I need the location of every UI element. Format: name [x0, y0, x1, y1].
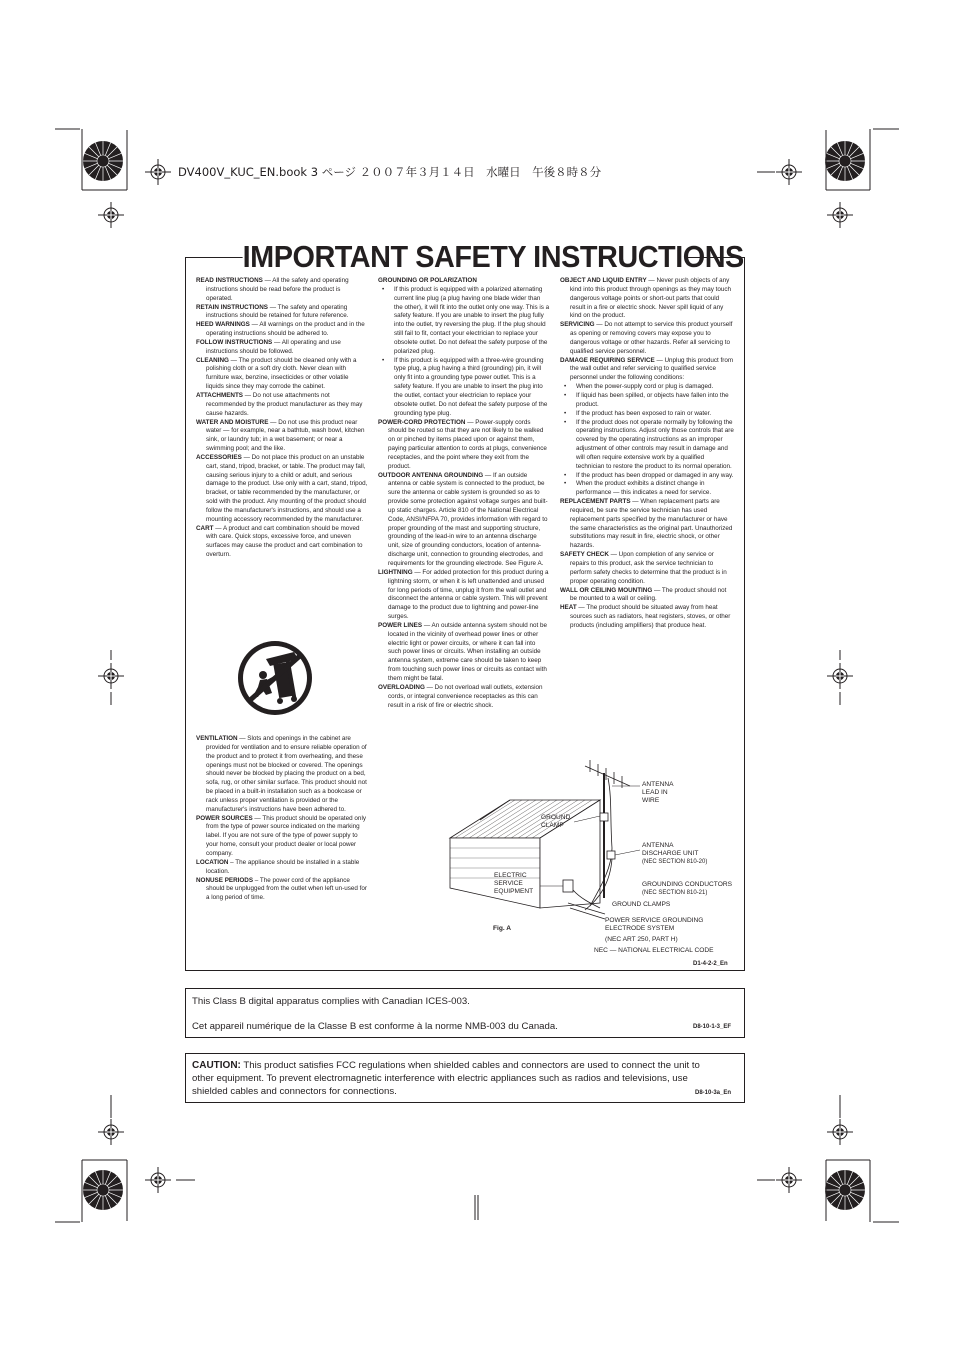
column-1-top [196, 277, 368, 560]
bullet-damage-operation: • If the product does not operate normally by following the operating instructions. Adjust only those controls that are covered by the operating instructions as an improper adjustment of other controls may result in damage and will often require extensive work by a qualified technician to restore the product to its normal operation. [560, 419, 734, 472]
label-nec-note: NEC — NATIONAL ELECTRICAL CODE [594, 947, 714, 954]
entry-damage-requiring-service: DAMAGE REQUIRING SERVICE — Unplug this product from the wall outlet and refer servicing to qualified service personnel under the following conditions: [560, 356, 734, 382]
label-grounding-conductors: GROUNDING CONDUCTORS [642, 881, 732, 888]
entry-servicing: SERVICING — Do not attempt to service this product yourself as opening or removing covers may expose you to dangerous voltage or other hazards. Refer all servicing to qualified service personnel. [560, 321, 733, 355]
entry-lightning: LIGHTNING — For added protection for this product during a lightning storm, or when it is left unattended and unused for long periods of time, unplug it from the wall outlet and disconnect the antenna or cable system. This will prevent damage to the product due to lightning and power-line surges. [378, 568, 549, 621]
entry-replacement-parts: REPLACEMENT PARTS — When replacement parts are required, be sure the service technician has used replacement parts specified by the manufacturer or have the same characteristics as the original part. Unauthorized substitutions may result in fire, electric shock, or other hazards. [560, 498, 733, 550]
bullet-damage-rain: • If the product has been exposed to rain or water. [560, 410, 734, 419]
bullet-polarized-plug: • If this product is equipped with a polarized alternating current line plug (a plug having one blade wider than the other), it will fit into the outlet only one way. This is a safety feature. If you are unable to insert the plug fully into the outlet, try reversing the plug. If the plug should still fail to fit, contact your electrician to replace your obsolete outlet. Do not defeat the safety purpose of the polarized plug. [378, 286, 550, 357]
caution-text: CAUTION: This product satisfies FCC regulations when shielded cables and connectors are used to connect the unit to other equipment. To prevent electromagnetic interference with electric appliances such as radios and televisions, use shielded cables and connectors for connections. [192, 1060, 700, 1097]
entry-accessories: ACCESSORIES — Do not place this product on an unstable cart, stand, tripod, bracket, or table. The product may fall, causing serious injury to a child or adult, and serious damage to the product. Use only with a cart, stand, tripod, bracket, or table recommended by the manufacturer, or sold with the product. Any mounting of the product should follow the manufacturer's instructions, and should use a mounting accessory recommended by the manufacturer. [196, 453, 368, 523]
caution-label: CAUTION: [192, 1060, 241, 1071]
entry-power-lines: POWER LINES — An outside antenna system should not be located in the vicinity of overhead power lines or other electric light or power circuits, or where it can fall into such power lines or circuits. When installing an outside antenna system, extreme care should be taken to keep from touching such power lines or circuits as contact with them might be fatal. [378, 621, 548, 682]
label-fig-a: Fig. A [493, 925, 512, 932]
entry-heat: HEAT — The product should be situated away from heat sources such as radiators, heat registers, stoves, or other products (including amplifiers) that produce heat. [560, 604, 731, 629]
bullet-damage-cord: • When the power-supply cord or plug is damaged. [560, 383, 734, 392]
label-power-nec: (NEC ART 250, PART H) [605, 936, 678, 943]
entry-water-moisture: WATER AND MOISTURE — Do not use this product near water — for example, near a bathtub, wash bowl, kitchen sink, or laundry tub; in a wet basement; or near a swimming pool; and the like. [196, 418, 365, 453]
label-antenna-lead: ANTENNA LEAD IN WIRE [642, 781, 674, 804]
bullet-damage-dropped: • If the product has been dropped or damaged in any way. [560, 472, 734, 481]
bullet-three-wire-plug: • If this product is equipped with a three-wire grounding type plug, a plug having a third (grounding) pin, it will only fit into a grounding type power outlet. This is a safety feature. If you are unable to insert the plug into the outlet, contact your electrician to replace your obsolete outlet. Do not defeat the safety purpose of the grounding type plug. [378, 357, 550, 419]
entry-follow-instructions: FOLLOW INSTRUCTIONS — All operating and use instructions should be followed. [196, 338, 341, 355]
column-1-bottom [196, 735, 368, 903]
label-ground-clamp: GROUND CLAMP [541, 814, 571, 829]
label-discharge-unit: ANTENNA DISCHARGE UNIT [642, 842, 699, 857]
bullet-damage-performance: • When the product exhibits a distinct change in performance — this indicates a need for service. [560, 480, 734, 498]
cart-tip-over-warning-icon [236, 639, 314, 717]
entry-nonuse-periods: NONUSE PERIODS – The power cord of the appliance should be unplugged from the outlet when left un-used for a long period of time. [196, 876, 368, 902]
entry-wall-ceiling: WALL OR CEILING MOUNTING — The product should not be mounted to a wall or ceiling. [560, 586, 727, 603]
code-main: D1-4-2-2_En [693, 961, 728, 967]
entry-overloading: OVERLOADING — Do not overload wall outlets, extension cords, or integral convenience receptacles as this can result in a risk of fire or electric shock. [378, 683, 543, 709]
column-2 [378, 277, 550, 710]
entry-power-sources: POWER SOURCES — This product should be operated only from the type of power source indicated on the marking label. If you are not sure of the type of power supply to your home, consult your product dealer or local power company. [196, 814, 366, 857]
column-3 [560, 277, 734, 631]
entry-cleaning: CLEANING — The product should be cleaned only with a polishing cloth or a soft dry cloth. Never clean with furniture wax, benzine, insecticides or other volatile liquids since they may corrode the cabinet. [196, 356, 357, 391]
entry-read-instructions: READ INSTRUCTIONS — All the safety and operating instructions should be read before the product is operated. [196, 277, 349, 302]
label-grounding-nec: (NEC SECTION 810-21) [642, 890, 708, 896]
entry-outdoor-antenna: OUTDOOR ANTENNA GROUNDING — If an outside antenna or cable system is connected to the product, be sure the antenna or cable system is grounded so as to provide some protection against voltage surges and built-up static charges. Article 810 of the National Electrical Code, ANSI/NFPA 70, provides information with regard to proper grounding of the mast and supporting structure, grounding of the lead-in wire to an antenna discharge unit, size of grounding conductors, location of antenna-discharge unit, connection to grounding electrodes, and requirements for the grounding electrode. See Figure A. [378, 471, 548, 567]
canada-english: This Class B digital apparatus complies with Canadian ICES-003. [192, 996, 470, 1007]
heading-grounding: GROUNDING OR POLARIZATION [378, 277, 477, 284]
label-electric-service: ELECTRIC SERVICE EQUIPMENT [494, 872, 534, 895]
code-caution: D8-10-3a_En [695, 1090, 732, 1096]
entry-location: LOCATION – The appliance should be installed in a stable location. [196, 858, 360, 875]
entry-heed-warnings: HEED WARNINGS — All warnings on the product and in the operating instructions should be adhered to. [196, 321, 365, 338]
file-header: DV400V_KUC_EN.book 3 ページ ２００７年３月１４日 水曜日 午後８時８分 [178, 165, 602, 179]
entry-power-cord: POWER-CORD PROTECTION — Power-supply cords should be routed so that they are not likely to be walked on or pinched by items placed upon or against them, paying particular attention to cords at plugs, convenience receptacles, and the point where they exit from the product. [378, 418, 547, 470]
entry-attachments: ATTACHMENTS — Do not use attachments not recommended by the product manufacturer as they may cause hazards. [196, 391, 363, 417]
entry-retain-instructions: RETAIN INSTRUCTIONS — The safety and operating instructions should be retained for future reference. [196, 303, 349, 320]
entry-ventilation: VENTILATION — Slots and openings in the cabinet are provided for ventilation and to ensure reliable operation of the product and to protect it from overheating, and these openings must not be blocked or covered. The openings should never be blocked by placing the product on a bed, sofa, rug, or other similar surface. This product should not be placed in a built-in installation such as a bookcase or rack unless proper ventilation is provided or the manufacturer's instructions have been adhered to. [196, 735, 367, 813]
entry-object-liquid: OBJECT AND LIQUID ENTRY — Never push objects of any kind into this product through openings as they may touch dangerous voltage points or short-out parts that could result in a fire or electric shock. Never spill liquid of any kind on the product. [560, 277, 732, 320]
label-discharge-nec: (NEC SECTION 810-20) [642, 859, 708, 865]
bullet-damage-liquid: • If liquid has been spilled, or objects have fallen into the product. [560, 392, 734, 410]
page-title: IMPORTANT SAFETY INSTRUCTIONS [242, 239, 744, 274]
entry-safety-check: SAFETY CHECK — Upon completion of any service or repairs to this product, ask the service technician to perform safety checks to determine that the product is in proper operating condition. [560, 551, 727, 585]
entry-cart: CART — A product and cart combination should be moved with care. Quick stops, excessive force, and uneven surfaces may cause the product and cart combination to overturn. [196, 524, 363, 559]
code-canada: D8-10-1-3_EF [693, 1024, 732, 1030]
label-ground-clamps: GROUND CLAMPS [612, 901, 671, 908]
canada-french: Cet appareil numérique de la Classe B est conforme à la norme NMB-003 du Canada. [192, 1021, 558, 1032]
antenna-grounding-diagram [440, 758, 640, 928]
label-power-service: POWER SERVICE GROUNDING ELECTRODE SYSTEM [605, 917, 704, 932]
